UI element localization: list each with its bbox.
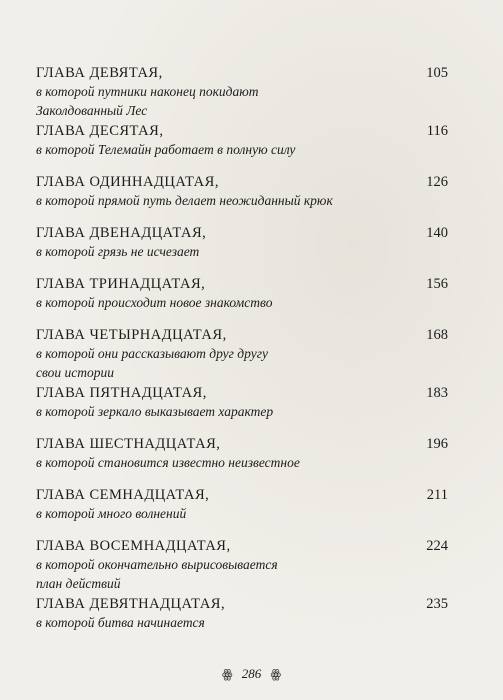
- chapter-description: в которой становится известно неизвестное: [36, 455, 300, 470]
- chapter-description: в которой происходит новое знакомство: [36, 295, 273, 310]
- chapter-title: ГЛАВА ТРИНАДЦАТАЯ,: [36, 276, 206, 292]
- chapter-title: ГЛАВА ОДИННАДЦАТАЯ,: [36, 174, 219, 190]
- toc-entry: [36, 274, 448, 325]
- chapter-description: свои истории: [36, 364, 115, 380]
- toc-entry: [36, 434, 448, 485]
- chapter-description: в которой много волнений: [36, 506, 187, 521]
- chapter-description: в которой зеркало выказывает характер: [36, 404, 274, 419]
- right-ornament-icon: ꙮ: [270, 667, 282, 681]
- chapter-title: ГЛАВА ЧЕТЫРНАДЦАТАЯ,: [36, 327, 227, 343]
- chapter-page-number: 140: [426, 225, 448, 241]
- chapter-title: ГЛАВА ШЕСТНАДЦАТАЯ,: [36, 436, 221, 452]
- page-number: 286: [241, 666, 262, 681]
- chapter-description: в которой грязь не исчезает: [36, 244, 200, 259]
- toc-entry: [36, 223, 448, 274]
- toc-entry: [36, 594, 448, 645]
- chapter-heading: [36, 536, 448, 556]
- toc-entry: [36, 383, 448, 434]
- chapter-heading: [36, 223, 448, 243]
- chapter-title: ГЛАВА ДЕВЯТНАДЦАТАЯ,: [36, 596, 226, 612]
- toc-entry: [36, 172, 448, 223]
- toc-entry: [36, 485, 448, 536]
- chapter-page-number: 235: [426, 596, 448, 612]
- chapter-description: в которой Телемайн работает в полную силу: [36, 142, 296, 157]
- chapter-heading: [36, 121, 448, 141]
- chapter-description: Заколдованный Лес: [36, 102, 148, 118]
- toc-entry: [36, 63, 448, 121]
- chapter-page-number: 105: [426, 65, 448, 81]
- chapter-page-number: 224: [426, 538, 448, 554]
- chapter-page-number: 196: [426, 436, 448, 452]
- toc-entry: [36, 536, 448, 594]
- table-of-contents: [36, 63, 448, 645]
- chapter-description: в которой прямой путь делает неожиданный крюк: [36, 193, 333, 208]
- page-folio: [0, 666, 503, 682]
- chapter-heading: [36, 172, 448, 192]
- chapter-description: в которой окончательно вырисовывается: [36, 557, 278, 572]
- chapter-title: ГЛАВА ПЯТНАДЦАТАЯ,: [36, 385, 207, 401]
- chapter-title: ГЛАВА ВОСЕМНАДЦАТАЯ,: [36, 538, 231, 554]
- chapter-page-number: 168: [426, 327, 448, 343]
- chapter-page-number: 126: [426, 174, 448, 190]
- chapter-title: ГЛАВА ДВЕНАДЦАТАЯ,: [36, 225, 207, 241]
- chapter-page-number: 211: [426, 487, 448, 503]
- chapter-description: в которой они рассказывают друг другу: [36, 346, 268, 361]
- chapter-heading: [36, 485, 448, 505]
- chapter-page-number: 116: [426, 123, 448, 139]
- chapter-title: ГЛАВА СЕМНАДЦАТАЯ,: [36, 487, 210, 503]
- chapter-description: в которой битва начинается: [36, 615, 205, 630]
- chapter-title: ГЛАВА ДЕСЯТАЯ,: [36, 123, 164, 139]
- chapter-description: план действий: [36, 575, 121, 591]
- chapter-page-number: 156: [426, 276, 448, 292]
- chapter-description: в которой путники наконец покидают: [36, 84, 259, 99]
- chapter-heading: [36, 325, 448, 345]
- chapter-heading: [36, 383, 448, 403]
- chapter-heading: [36, 274, 448, 294]
- chapter-heading: [36, 63, 448, 83]
- chapter-heading: [36, 594, 448, 614]
- toc-entry: [36, 121, 448, 172]
- chapter-title: ГЛАВА ДЕВЯТАЯ,: [36, 65, 163, 81]
- toc-entry: [36, 325, 448, 383]
- chapter-heading: [36, 434, 448, 454]
- chapter-page-number: 183: [426, 385, 448, 401]
- left-ornament-icon: ꙮ: [221, 667, 233, 681]
